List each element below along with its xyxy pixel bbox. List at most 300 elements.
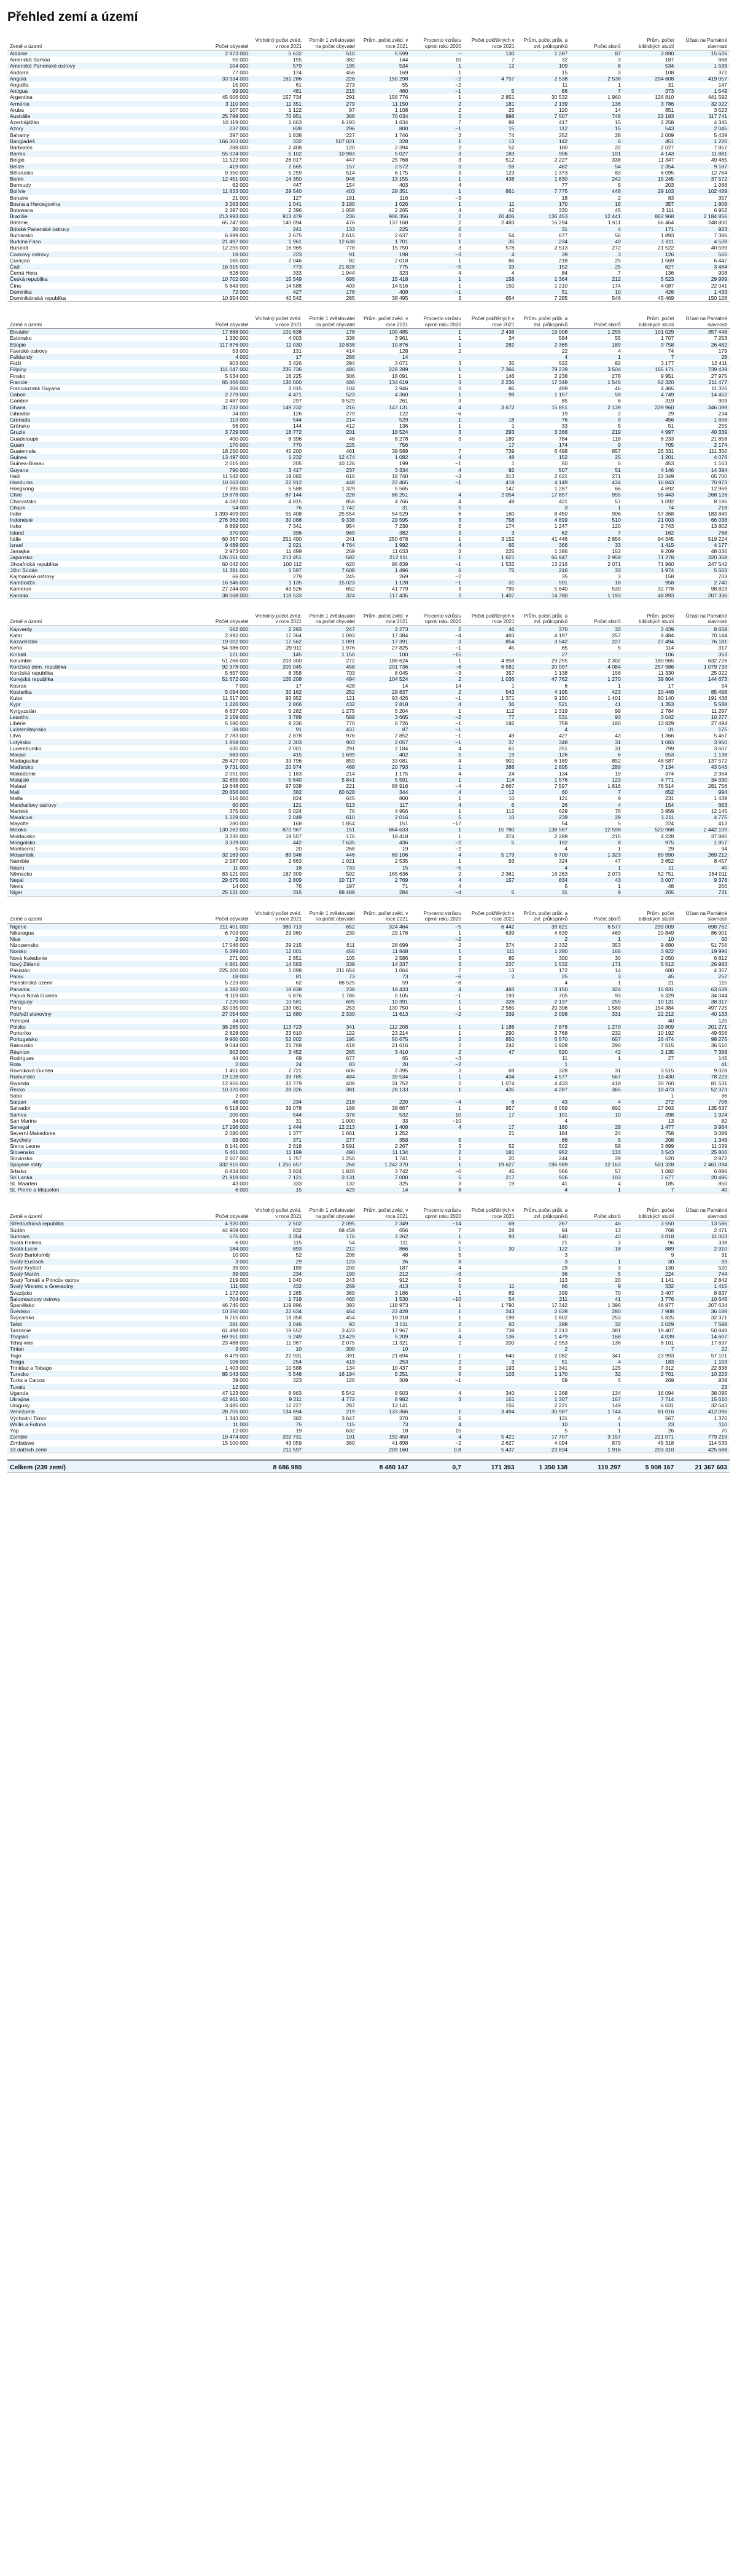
cell-memorial-attendance: 43 543 xyxy=(676,764,730,770)
cell-peak-publishers: 5 249 xyxy=(251,1333,305,1340)
cell-pioneers: 4 639 xyxy=(517,930,571,936)
cell-pioneers: 2 313 xyxy=(517,1327,571,1333)
cell-population: 5 399 000 xyxy=(198,948,251,954)
cell-country-name: Srbsko xyxy=(7,1168,198,1174)
cell-pioneers: 20 097 xyxy=(517,664,571,670)
cell-congregations: 2 071 xyxy=(570,561,623,567)
cell-congregations: 134 xyxy=(570,1390,623,1396)
table-row xyxy=(7,592,730,599)
table-row xyxy=(7,1105,730,1111)
column-header-ratio: Poměr 1 zvěstovatel na počet obyvatel xyxy=(304,605,357,626)
cell-congregations: 29 xyxy=(570,1155,623,1161)
cell-ratio: 5 542 xyxy=(304,1390,357,1396)
table-row xyxy=(7,942,730,948)
cell-pioneers: 1 280 xyxy=(517,948,571,954)
cell-pioneers xyxy=(517,1093,571,1099)
country-tables xyxy=(7,29,730,1453)
cell-congregations: 51 xyxy=(570,467,623,473)
cell-pioneers: 239 xyxy=(517,814,571,820)
cell-ratio: 1 826 xyxy=(304,1168,357,1174)
table-row xyxy=(7,1427,730,1434)
cell-pioneers: 705 xyxy=(517,992,571,999)
table-row xyxy=(7,1161,730,1168)
cell-peak-publishers: 2 396 xyxy=(251,207,305,213)
cell-pioneers: 22 xyxy=(517,348,571,354)
cell-pioneers: 1 802 xyxy=(517,1314,571,1321)
cell-increase-percent: 3 xyxy=(410,1067,464,1074)
cell-ratio xyxy=(304,1447,357,1453)
cell-bible-studies: 20 449 xyxy=(623,689,677,695)
cell-increase-percent: 1 xyxy=(410,1105,464,1111)
cell-ratio: 91 xyxy=(304,251,357,257)
block-gap xyxy=(7,1193,730,1200)
table-row xyxy=(7,485,730,492)
cell-average-publishers: 7 230 xyxy=(357,523,411,529)
cell-baptized: 193 xyxy=(464,1365,517,1371)
cell-pioneers: 6 498 xyxy=(517,448,571,454)
table-row xyxy=(7,1246,730,1252)
cell-increase-percent: 1 xyxy=(410,329,464,336)
cell-ratio: 703 xyxy=(304,670,357,676)
cell-average-publishers: 7 000 xyxy=(357,1174,411,1180)
cell-memorial-attendance: 13 802 xyxy=(676,523,730,529)
cell-country-name: Finsko xyxy=(7,373,198,379)
cell-average-publishers: 1 701 xyxy=(357,238,411,245)
cell-increase-percent: 2 xyxy=(410,348,464,354)
cell-population: 10 954 000 xyxy=(198,295,251,302)
cell-peak-publishers: 442 xyxy=(251,839,305,846)
cell-increase-percent: 3 xyxy=(410,398,464,404)
cell-baptized: 2 627 xyxy=(464,1440,517,1446)
cell-average-publishers: 15 xyxy=(357,865,411,871)
cell-pioneers: 784 xyxy=(517,436,571,442)
cell-country-name: Anguilla xyxy=(7,82,198,88)
cell-memorial-attendance: 4 528 xyxy=(676,238,730,245)
cell-congregations: 7 xyxy=(570,789,623,795)
cell-bible-studies: 48 587 xyxy=(623,758,677,764)
cell-memorial-attendance: 54 xyxy=(676,683,730,689)
cell-bible-studies: 2 439 xyxy=(623,626,677,632)
cell-bible-studies: 4 146 xyxy=(623,467,677,473)
cell-bible-studies: 257 986 xyxy=(623,664,677,670)
cell-population: 5 534 000 xyxy=(198,373,251,379)
cell-bible-studies: 1 092 xyxy=(623,498,677,505)
table-row xyxy=(7,163,730,170)
cell-country-name: Wallis a Futuna xyxy=(7,1421,198,1427)
cell-congregations: 12 598 xyxy=(570,827,623,833)
cell-population: 7 395 000 xyxy=(198,485,251,492)
cell-population: 6 899 000 xyxy=(198,523,251,529)
table-row xyxy=(7,348,730,354)
cell-increase-percent: 1 xyxy=(410,764,464,770)
cell-baptized: 160 xyxy=(464,511,517,517)
cell-ratio: 403 xyxy=(304,283,357,289)
cell-average-publishers: 112 208 xyxy=(357,1024,411,1030)
cell-peak-publishers: 31 779 xyxy=(251,1080,305,1086)
cell-country-name: Seychely xyxy=(7,1137,198,1143)
cell-average-publishers: 39 589 xyxy=(357,448,411,454)
country-table xyxy=(7,308,730,599)
cell-peak-publishers: 30 088 xyxy=(251,517,305,523)
cell-increase-percent: 2 xyxy=(410,689,464,695)
table-row xyxy=(7,795,730,801)
cell-memorial-attendance: 36 188 xyxy=(676,1308,730,1314)
cell-pioneers: 531 xyxy=(517,714,571,720)
table-row xyxy=(7,1055,730,1061)
cell-peak-publishers: 55 408 xyxy=(251,511,305,517)
cell-bible-studies: 23 xyxy=(623,1421,677,1427)
cell-pioneers: 1 xyxy=(517,1061,571,1067)
cell-average-publishers: 403 xyxy=(357,182,411,188)
cell-peak-publishers: 40 200 xyxy=(251,448,305,454)
cell-peak-publishers: 22 634 xyxy=(251,1308,305,1314)
cell-bible-studies: 39 804 xyxy=(623,676,677,682)
cell-population: 34 000 xyxy=(198,410,251,417)
cell-increase-percent: 5 xyxy=(410,1327,464,1333)
table-row xyxy=(7,930,730,936)
cell-baptized: 854 xyxy=(464,638,517,645)
cell-country-name: Francie xyxy=(7,379,198,385)
cell-population: 2 828 000 xyxy=(198,1030,251,1036)
cell-memorial-attendance: 147 xyxy=(676,82,730,88)
cell-country-name: Mayotte xyxy=(7,820,198,827)
cell-pioneers: 50 xyxy=(517,460,571,466)
cell-ratio: 9 529 xyxy=(304,398,357,404)
cell-peak-publishers: 5 024 xyxy=(251,808,305,814)
cell-country-name: Martinik xyxy=(7,808,198,814)
cell-population: 280 000 xyxy=(198,820,251,827)
cell-country-name: Šalomounovy ostrovy xyxy=(7,1296,198,1302)
cell-congregations: 31 xyxy=(570,739,623,745)
cell-memorial-attendance: 8 658 xyxy=(676,626,730,632)
cell-average-publishers: 358 xyxy=(357,1137,411,1143)
cell-country-name: Severní Makedonie xyxy=(7,1130,198,1136)
cell-peak-publishers: 81 xyxy=(251,973,305,980)
cell-population: 32 655 000 xyxy=(198,777,251,783)
cell-population: 3 110 000 xyxy=(198,101,251,107)
cell-average-publishers: 187 xyxy=(357,1265,411,1271)
cell-country-name: Peru xyxy=(7,1005,198,1011)
cell-increase-percent: 1 xyxy=(410,417,464,423)
cell-memorial-attendance: 7 398 xyxy=(676,1049,730,1055)
cell-bible-studies: 373 xyxy=(623,88,677,94)
cell-memorial-attendance: 207 336 xyxy=(676,592,730,599)
cell-congregations: 28 xyxy=(570,132,623,138)
cell-ratio: 48 xyxy=(304,436,357,442)
cell-average-publishers: 136 xyxy=(357,423,411,429)
cell-bible-studies: 958 xyxy=(623,579,677,586)
cell-ratio: 4 772 xyxy=(304,1396,357,1402)
cell-bible-studies: 453 xyxy=(623,460,677,466)
cell-bible-studies: 19 407 xyxy=(623,1327,677,1333)
cell-baptized: 374 xyxy=(464,833,517,839)
cell-population: 39 000 xyxy=(198,1377,251,1383)
cell-ratio: 3 180 xyxy=(304,201,357,207)
cell-baptized: 5 437 xyxy=(464,1447,517,1453)
cell-memorial-attendance: 27 975 xyxy=(676,373,730,379)
column-header-country-name: Země a území xyxy=(7,1200,198,1220)
cell-peak-publishers: 2 878 xyxy=(251,732,305,739)
cell-congregations: 14 xyxy=(570,107,623,113)
cell-congregations: 1 xyxy=(570,683,623,689)
table-row xyxy=(7,1396,730,1402)
cell-bible-studies: 451 xyxy=(623,138,677,144)
cell-congregations: 365 xyxy=(570,1086,623,1093)
cell-population: 25 799 000 xyxy=(198,113,251,119)
cell-pioneers: 31 xyxy=(517,889,571,896)
column-header-average-publishers: Prům. počet zvěd. v roce 2021 xyxy=(357,29,411,50)
column-header-baptized: Počet pokřtěných v roce 2021 xyxy=(464,1200,517,1220)
cell-baptized: 20 406 xyxy=(464,213,517,219)
cell-ratio: 339 xyxy=(304,961,357,967)
cell-memorial-attendance: 82 xyxy=(676,1118,730,1124)
cell-baptized: 36 xyxy=(464,701,517,707)
cell-memorial-attendance: 150 128 xyxy=(676,295,730,302)
cell-baptized xyxy=(464,573,517,579)
cell-memorial-attendance: 2 461 094 xyxy=(676,1161,730,1168)
cell-increase-percent: 2 xyxy=(410,942,464,948)
cell-pioneers: 66 xyxy=(517,1137,571,1143)
cell-pioneers: 2 238 xyxy=(517,373,571,379)
cell-population: 1 858 000 xyxy=(198,739,251,745)
cell-bible-studies: 799 xyxy=(623,745,677,752)
cell-memorial-attendance: 1 539 xyxy=(676,63,730,69)
cell-baptized: 111 xyxy=(464,948,517,954)
cell-average-publishers: 188 624 xyxy=(357,658,411,664)
cell-average-publishers: 87 xyxy=(357,726,411,732)
cell-pioneers: 94 xyxy=(517,1227,571,1233)
cell-country-name: Uganda xyxy=(7,1390,198,1396)
cell-peak-publishers: 11 880 xyxy=(251,1011,305,1017)
cell-bible-studies: 25 474 xyxy=(623,1036,677,1042)
cell-country-name: Japonsko xyxy=(7,554,198,560)
cell-baptized: 2 054 xyxy=(464,492,517,498)
cell-congregations: 227 xyxy=(570,638,623,645)
cell-baptized xyxy=(464,1187,517,1193)
cell-country-name: Súdán xyxy=(7,1227,198,1233)
cell-bible-studies: 6 101 xyxy=(623,1340,677,1346)
table-row xyxy=(7,238,730,245)
cell-average-publishers: 5 209 xyxy=(357,1333,411,1340)
cell-peak-publishers: 254 xyxy=(251,1359,305,1365)
cell-pioneers: 134 xyxy=(517,771,571,777)
cell-peak-publishers: 29 215 xyxy=(251,942,305,948)
cell-increase-percent: −1 xyxy=(410,88,464,94)
table-row xyxy=(7,1384,730,1390)
cell-bible-studies: 7 515 xyxy=(623,1042,677,1048)
column-header-population: Počet obyvatel xyxy=(198,903,251,924)
cell-congregations: 123 xyxy=(570,777,623,783)
cell-ratio: 176 xyxy=(304,289,357,295)
cell-congregations: 31 xyxy=(570,1067,623,1074)
cell-pioneers: 23 834 xyxy=(517,1447,571,1453)
cell-pioneers: 1 268 xyxy=(517,1390,571,1396)
cell-baptized: 1 074 xyxy=(464,1080,517,1086)
cell-bible-studies: 851 xyxy=(623,107,677,113)
cell-memorial-attendance: 25 022 xyxy=(676,670,730,676)
cell-country-name: Řecko xyxy=(7,1086,198,1093)
table-row xyxy=(7,999,730,1005)
cell-increase-percent: 4 xyxy=(410,986,464,992)
cell-country-name: Bosna a Hercegovina xyxy=(7,201,198,207)
cell-increase-percent: −1 xyxy=(410,125,464,132)
cell-bible-studies xyxy=(623,1384,677,1390)
cell-baptized xyxy=(464,505,517,511)
cell-pioneers: 4 094 xyxy=(517,1440,571,1446)
cell-increase-percent: −5 xyxy=(410,264,464,270)
cell-average-publishers: 28 133 xyxy=(357,1086,411,1093)
cell-population: 1 343 000 xyxy=(198,1415,251,1421)
cell-population: 33 934 000 xyxy=(198,76,251,82)
cell-ratio xyxy=(304,1093,357,1099)
cell-bible-studies: 71 278 xyxy=(623,554,677,560)
cell-congregations: 906 xyxy=(570,511,623,517)
cell-pioneers: 18 xyxy=(517,195,571,201)
column-header-bible-studies: Prům. počet biblických studií xyxy=(623,29,677,50)
cell-peak-publishers: 2 046 xyxy=(251,257,305,264)
cell-peak-publishers: 447 xyxy=(251,182,305,188)
cell-memorial-attendance: 51 756 xyxy=(676,942,730,948)
cell-memorial-attendance: 4 076 xyxy=(676,454,730,460)
cell-ratio: 208 xyxy=(304,1252,357,1258)
cell-population: 18 000 xyxy=(198,251,251,257)
cell-increase-percent: 3 xyxy=(410,961,464,967)
cell-average-publishers: 122 xyxy=(357,410,411,417)
cell-baptized: 112 xyxy=(464,708,517,714)
cell-congregations: 1 589 xyxy=(570,1005,623,1011)
cell-ratio: 176 xyxy=(304,1233,357,1239)
cell-bible-studies: 398 xyxy=(623,1112,677,1118)
cell-peak-publishers: 2 651 xyxy=(251,955,305,961)
cell-bible-studies: 7 677 xyxy=(623,1174,677,1180)
cell-memorial-attendance: 11 881 xyxy=(676,151,730,157)
cell-bible-studies: 520 968 xyxy=(623,827,677,833)
cell-pioneers: 41 xyxy=(517,1180,571,1187)
table-row xyxy=(7,201,730,207)
table-row xyxy=(7,410,730,417)
cell-memorial-attendance: 5 563 xyxy=(676,567,730,573)
cell-increase-percent: 3 xyxy=(410,530,464,536)
cell-baptized: 12 xyxy=(464,63,517,69)
cell-memorial-attendance: 284 011 xyxy=(676,871,730,877)
cell-pioneers: 122 xyxy=(517,1246,571,1252)
cell-population: 27 054 000 xyxy=(198,1011,251,1017)
cell-ratio: 458 xyxy=(304,664,357,670)
cell-peak-publishers: 3 824 xyxy=(251,1168,305,1174)
cell-average-publishers: 1 082 xyxy=(357,454,411,460)
cell-average-publishers: 800 xyxy=(357,125,411,132)
cell-peak-publishers: 5 102 xyxy=(251,151,305,157)
cell-ratio: 733 xyxy=(304,865,357,871)
cell-population: 9 731 000 xyxy=(198,764,251,770)
cell-average-publishers: 1 992 xyxy=(357,542,411,548)
cell-country-name: Korejská republika xyxy=(7,676,198,682)
cell-ratio: 369 xyxy=(304,1290,357,1296)
cell-peak-publishers: 168 xyxy=(251,820,305,827)
cell-average-publishers: 41 898 xyxy=(357,1440,411,1446)
cell-pioneers: 370 xyxy=(517,626,571,632)
cell-baptized: 1 371 xyxy=(464,695,517,701)
cell-increase-percent: 1 xyxy=(410,238,464,245)
table-row xyxy=(7,923,730,930)
cell-average-publishers: 19 xyxy=(357,846,411,852)
cell-average-publishers: 1 108 xyxy=(357,107,411,113)
cell-baptized xyxy=(464,69,517,76)
table-row xyxy=(7,1174,730,1180)
cell-ratio: 381 xyxy=(304,1086,357,1093)
cell-population: 562 000 xyxy=(198,626,251,632)
cell-peak-publishers: 29 911 xyxy=(251,645,305,651)
cell-peak-publishers: 1 444 xyxy=(251,1124,305,1130)
cell-baptized: 434 xyxy=(464,1074,517,1080)
cell-peak-publishers: 2 618 xyxy=(251,1143,305,1149)
table-row xyxy=(7,948,730,954)
cell-population: 121 000 xyxy=(198,651,251,658)
cell-pioneers: 2 227 xyxy=(517,157,571,163)
cell-pioneers: 126 xyxy=(517,752,571,758)
cell-pioneers: 51 xyxy=(517,289,571,295)
cell-peak-publishers: 223 xyxy=(251,251,305,257)
cell-average-publishers: 529 xyxy=(357,417,411,423)
cell-population: 12 000 xyxy=(198,1384,251,1390)
cell-increase-percent: 3 xyxy=(410,586,464,592)
cell-congregations: 8 xyxy=(570,63,623,69)
cell-country-name: Belize xyxy=(7,163,198,170)
cell-increase-percent: 4 xyxy=(410,877,464,883)
cell-congregations: 1 323 xyxy=(570,852,623,858)
cell-peak-publishers: 415 xyxy=(251,752,305,758)
cell-ratio: 134 xyxy=(304,1365,357,1371)
column-header-bible-studies: Prům. počet biblických studií xyxy=(623,308,677,329)
column-header-congregations: Počet sborů xyxy=(570,29,623,50)
cell-bible-studies: 7 xyxy=(623,1346,677,1352)
cell-ratio: 227 xyxy=(304,132,357,138)
cell-baptized xyxy=(464,398,517,404)
cell-baptized xyxy=(464,1061,517,1067)
cell-average-publishers: 2 586 xyxy=(357,955,411,961)
cell-baptized: 34 xyxy=(464,335,517,341)
cell-pioneers: 192 xyxy=(517,839,571,846)
cell-pioneers: 180 xyxy=(517,144,571,151)
cell-ratio: 286 xyxy=(304,354,357,360)
cell-congregations: 180 xyxy=(570,720,623,726)
cell-bible-studies: 1 366 xyxy=(623,732,677,739)
cell-congregations xyxy=(570,1018,623,1024)
cell-country-name: Bangladéš xyxy=(7,138,198,144)
cell-bible-studies: 7 312 xyxy=(623,1365,677,1371)
column-header-congregations: Počet sborů xyxy=(570,605,623,626)
cell-country-name: Papua Nová Guinea xyxy=(7,992,198,999)
cell-population: 111 047 000 xyxy=(198,366,251,372)
cell-bible-studies: 74 xyxy=(623,505,677,511)
cell-increase-percent xyxy=(410,442,464,448)
cell-increase-percent: 3 xyxy=(410,436,464,442)
cell-bible-studies: 4 771 xyxy=(623,777,677,783)
cell-country-name: Benin xyxy=(7,176,198,182)
cell-baptized: 28 xyxy=(464,1227,517,1233)
cell-congregations: 353 xyxy=(570,942,623,948)
cell-memorial-attendance: 12 145 xyxy=(676,808,730,814)
table-row xyxy=(7,852,730,858)
cell-memorial-attendance: 5 467 xyxy=(676,732,730,739)
cell-memorial-attendance: 52 373 xyxy=(676,1086,730,1093)
cell-baptized: 578 xyxy=(464,245,517,251)
cell-country-name: Indie xyxy=(7,511,198,517)
cell-increase-percent: 3 xyxy=(410,1365,464,1371)
cell-average-publishers: 2 184 xyxy=(357,745,411,752)
cell-population: 219 000 xyxy=(198,1277,251,1283)
cell-congregations: 1 270 xyxy=(570,1024,623,1030)
